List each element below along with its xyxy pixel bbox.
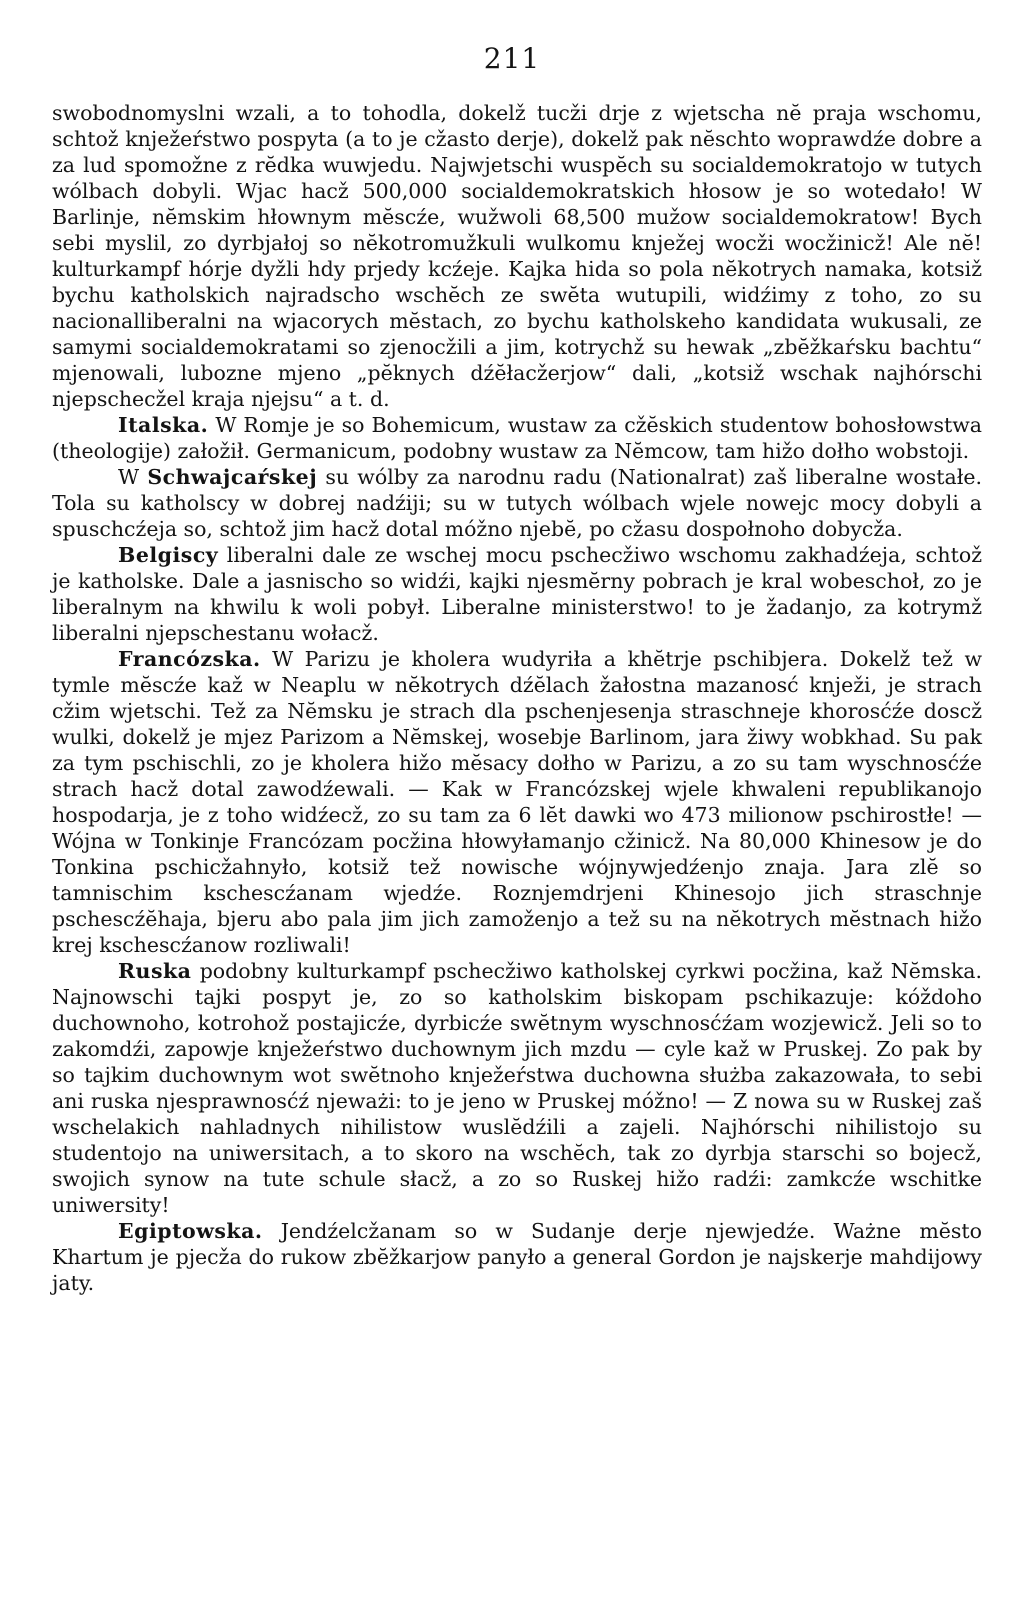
paragraph-egiptowska [52, 1218, 982, 1296]
paragraph-text: su wólby za narodnu radu (Nationalrat) zaš liberalne wostałe. Tola su katholscy w dobrej nadźiji; su w tutych wólbach wjele nowejc mocy dobyli a spuschcźeja so, schtož jim hacž dotal móžno njebĕ, po cžasu dospołnoho dobycža. [52, 465, 982, 541]
paragraph-text: Jendźelcžanam so w Sudanje derje njewjedźe. Ważne mĕsto Khartum je pjecža do rukow zbĕžkarjow panyło a general Gordon je najskerje mahdijowy jaty. [52, 1219, 982, 1295]
paragraph-schwajcarska [52, 464, 982, 542]
page-number: 211 [483, 42, 541, 75]
section-heading-francozska: Francózska. [118, 647, 261, 671]
paragraph-ruska [52, 958, 982, 1218]
paragraph-text: W Romje je so Bohemicum, wustaw za cžĕskich studentow bohosłowstwa (theologije) załožił. Germanicum, podobny wustaw za Nĕmcow, tam hižo dołho wobstoji. [52, 413, 982, 463]
paragraph-text: swobodnomyslni wzali, a to tohodla, dokelž tucži drje z wjetscha nĕ praja wschomu, schtož knježeŕstwo pospyta (a to je cžasto derje), dokelž pak nĕschto woprawdźe dobre a za lud spomožne z rĕdka wuwjedu. Najwjetschi wuspĕch su socialdemokratojo w tutych wólbach dobyli. Wjac hacž 500,000 socialdemokratskich hłosow je so wotedało! W Barlinje, nĕmskim hłownym mĕscźe, wužwoli 68,500 mužow socialdemokratow! Bych sebi myslil, zo dyrbjałoj so nĕkotromužkuli wulkomu knježej wocži wocžinicž! Ale nĕ! kulturkampf hórje dyžli hdy prjedy kcźeje. Kajka hida so pola nĕkotrych namaka, kotsiž bychu katholskich najradscho wschĕch ze swĕta wutupili, widźimy z toho, zo su nacionalliberalni na wjacorych mĕstach, zo bychu katholskeho kandidata wukusali, ze samymi socialdemokratami so zjenocžili a jim, kotrychž su hewak „zbĕžkaŕsku bachtu“ mjenowali, lubozne mjeno „pĕknych dźĕłacžerjow“ dali, „kotsiž wschak najhórschi njepschecžel kraja njejsu“ a t. d. [52, 101, 982, 411]
section-heading-belgiscy: Belgiscy [118, 543, 219, 567]
body-text [52, 100, 982, 1296]
paragraph-text: podobny kulturkampf pschecžiwo katholskej cyrkwi pocžina, kaž Nĕmska. Najnowschi tajki pospyt je, zo so katholskim biskopam pschikazuje: kóždoho duchownoho, kotrohož postajicźe, dyrbicźe swĕtnym wyschnosćźam wozjewicž. Jeli so to zakomdźi, zapowje knježeŕstwo duchownym jich mzdu — cyle kaž w Pruskej. Zo pak by so tajkim duchownym wot swĕtnoho knježeŕstwa duchowna służba zakazowała, to sebi ani ruska njesprawnosćź njeważi: to je jeno w Pruskej móžno! — Z nowa su w Ruskej zaš wschelakich nahladnych nihilistow wuslĕdźili a zajeli. Najhórschi nihilistojo su studentojo na uniwersitach, a to skoro na wschĕch, tak zo dyrbja starschi so bojecž, swojich synow na tute schule słacž, a zo so Ruskej hižo radźi: zamkcźe wschitke uniwersity! [52, 959, 982, 1217]
paragraph-text: W Parizu je kholera wudyriła a khĕtrje pschibjera. Dokelž tež w tymle mĕscźe kaž w Neaplu w nĕkotrych dźĕlach žałostna mazanosć knježi, je strach cžim wjetschi. Tež za Nĕmsku je strach dla pschenjesenja straschneje khorosćźe doscž wulki, dokelž je mjez Parizom a Nĕmskej, wosebje Barlinom, jara žiwy wobkhad. Su pak za tym pschischli, zo je kholera hižo mĕsacy dołho w Parizu, a zo su tam wyschnosćźe strach hacž dotal zawodźewali. — Kak w Francózskej wjele khwaleni republikanojo hospodarja, je z toho widźecž, zo su tam za 6 lĕt dawki wo 473 milionow pschirostłe! — Wójna w Tonkinje Francózam pocžina hłowyłamanjo cžinicž. Na 80,000 Khinesow je do Tonkina pschicžahnyło, kotsiž tež nowische wójnywjedźenjo znaja. Jara zlĕ so tamnischim kschescźanam wjedźe. Roznjemdrjeni Khinesojo jich straschnje pschescźĕhaja, bjeru abo pala jim jich zamoženjo a tež su na nĕkotrych mĕstnach hižo krej kschescźanow rozliwali! [52, 647, 982, 957]
paragraph-lead: W [118, 465, 140, 489]
section-heading-egiptowska: Egiptowska. [118, 1219, 263, 1243]
section-heading-italska: Italska. [118, 413, 209, 437]
paragraph-intro [52, 100, 982, 412]
section-heading-schwajcarska: Schwajcaŕskej [147, 465, 318, 489]
paragraph-italska [52, 412, 982, 464]
paragraph-francozska [52, 646, 982, 958]
paragraph-belgiscy [52, 542, 982, 646]
section-heading-ruska: Ruska [118, 959, 192, 983]
paragraph-text: liberalni dale ze wschej mocu pschecžiwo wschomu zakhadźeja, schtož je katholske. Dale a jasnischo so widźi, kajki njesmĕrny pobrach je kral wobeschoł, zo je liberalnym na khwilu k woli pobył. Liberalne ministerstwo! to je žadanjo, za kotrymž liberalni njepschestanu wołacž. [52, 543, 982, 645]
